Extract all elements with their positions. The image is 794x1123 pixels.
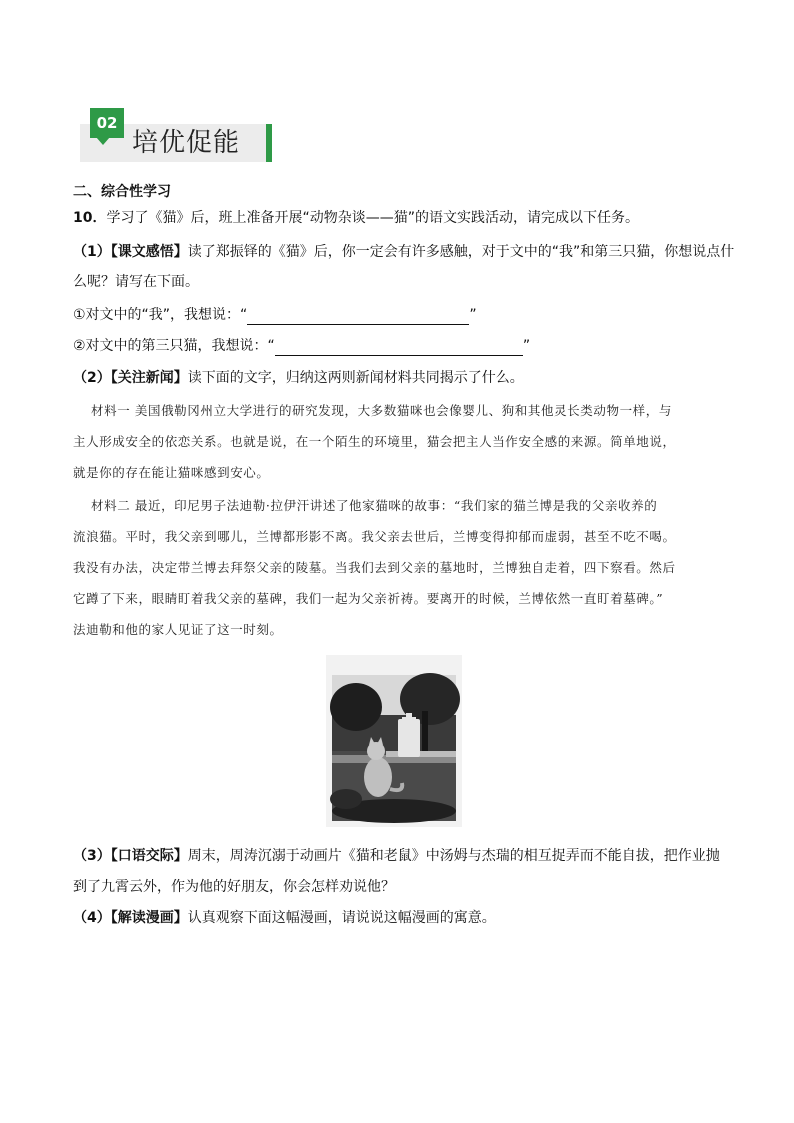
answer-blank-2[interactable] [275, 341, 523, 356]
badge-title: 培优促能 [132, 128, 241, 158]
part1-item1 [73, 305, 477, 325]
material1-line: 主人形成安全的依恋关系。也就是说，在一个陌生的环境里，猫会把主人当作安全感的来源。简单地说， [73, 434, 676, 449]
section-badge [80, 108, 276, 164]
part3-label: （3） [73, 848, 111, 864]
material2-line: 我没有办法，决定带兰博去拜祭父亲的陵墓。当我们去到父亲的墓地时，兰博独自走着，四下察看。然后 [73, 560, 676, 575]
question-number: 10． [73, 210, 107, 226]
part2-label: （2） [73, 370, 111, 386]
part3-text-line1: 周末，周涛沉溺于动画片《猫和老鼠》中汤姆与杰瑞的相互捉弄而不能自拔，把作业抛 [187, 848, 720, 864]
cat-at-grave-photo [326, 655, 462, 827]
badge-accent-bar [266, 124, 272, 162]
part1-item2 [73, 336, 530, 356]
question-intro [73, 208, 639, 228]
part3-line2: 到了九霄云外，作为他的好朋友，你会怎样劝说他？ [73, 879, 395, 895]
section-heading: 二、综合性学习 [73, 184, 171, 200]
question-intro-text: 学习了《猫》后，班上准备开展“动物杂谈——猫”的语文实践活动，请完成以下任务。 [106, 210, 639, 226]
part1-item2-prefix: ②对文中的第三只猫，我想说：“ [73, 338, 275, 354]
part1-line2: 么呢？请写在下面。 [73, 274, 199, 290]
answer-blank-1[interactable] [247, 310, 469, 325]
badge-number: 02 [90, 108, 124, 138]
material2-line: 法迪勒和他的家人见证了这一时刻。 [73, 622, 283, 637]
part1-item2-suffix: ” [522, 338, 531, 354]
part1-line1 [73, 242, 734, 262]
material1-line: 就是你的存在能让猫咪感到安心。 [73, 465, 270, 480]
part2-line [73, 368, 524, 388]
material2-line: 它蹲了下来，眼睛盯着我父亲的墓碑，我们一起为父亲祈祷。要离开的时候，兰博依然一直盯着墓碑。” [73, 591, 664, 606]
part4-tag: 【解读漫画】 [110, 910, 188, 926]
part1-text-line1: 读了郑振铎的《猫》后，你一定会有许多感触，对于文中的“我”和第三只猫，你想说点什 [187, 244, 735, 260]
badge-pointer-icon [96, 137, 110, 145]
material2-line: 材料二 最近，印尼男子法迪勒·拉伊汗讲述了他家猫咪的故事：“我们家的猫兰博是我的父亲收养的 [91, 498, 658, 513]
part1-item1-prefix: ①对文中的“我”，我想说：“ [73, 307, 248, 323]
part2-text: 读下面的文字，归纳这两则新闻材料共同揭示了什么。 [187, 370, 524, 386]
material1-line: 材料一 美国俄勒冈州立大学进行的研究发现，大多数猫咪也会像婴儿、狗和其他灵长类动物一样，与 [91, 403, 672, 418]
material2-line: 流浪猫。平时，我父亲到哪儿，兰博都形影不离。我父亲去世后，兰博变得抑郁而虚弱，甚至不吃不喝。 [73, 529, 676, 544]
part3-tag: 【口语交际】 [110, 848, 188, 864]
part1-tag: 【课文感悟】 [110, 244, 188, 260]
part1-label: （1） [73, 244, 111, 260]
part4-text: 认真观察下面这幅漫画，请说说这幅漫画的寓意。 [187, 910, 496, 926]
part4-line [73, 908, 496, 928]
part3-line1 [73, 846, 720, 866]
part4-label: （4） [73, 910, 111, 926]
part2-tag: 【关注新闻】 [110, 370, 188, 386]
part1-item1-suffix: ” [469, 307, 477, 323]
